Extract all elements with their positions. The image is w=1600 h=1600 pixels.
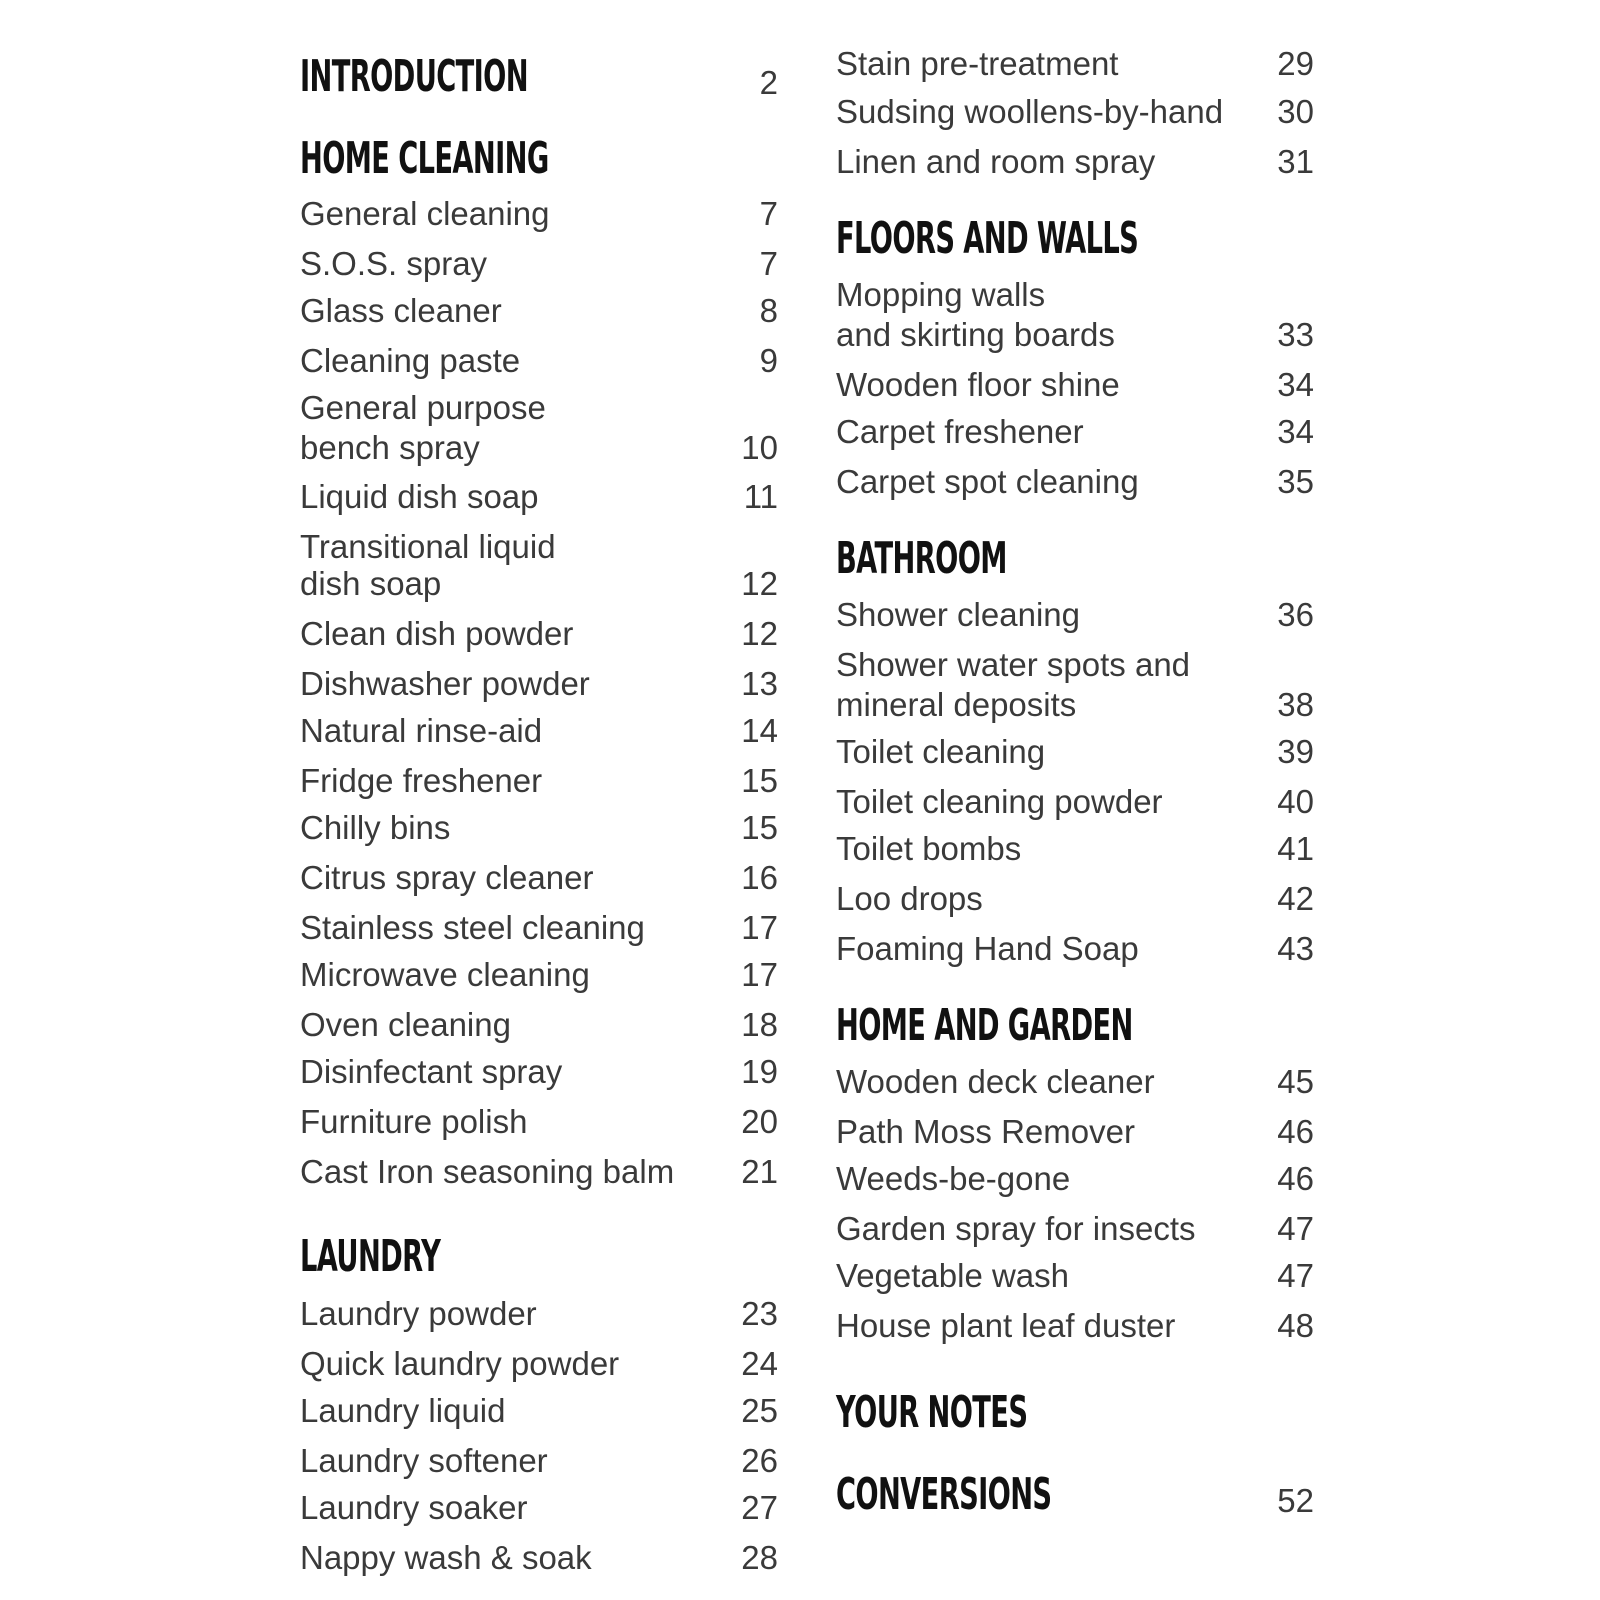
toc-heading-home-and-garden[interactable]: [836, 1001, 1314, 1061]
entry-title: Laundry liquid: [300, 1392, 506, 1429]
page-number: 10: [741, 429, 778, 466]
page-number: 29: [1277, 45, 1314, 82]
toc-entry[interactable]: [300, 764, 778, 814]
toc-entry[interactable]: [300, 344, 778, 394]
page-number: 14: [741, 712, 778, 749]
entry-title: Linen and room spray: [836, 143, 1156, 180]
toc-entry[interactable]: [300, 1297, 778, 1347]
entry-title: Toilet cleaning: [836, 733, 1046, 770]
page-number: 19: [741, 1053, 778, 1090]
page-number: 24: [741, 1345, 778, 1382]
toc-entry[interactable]: [300, 1155, 778, 1205]
toc-entry[interactable]: [300, 247, 778, 297]
page-number: 42: [1277, 880, 1314, 917]
page-number: 7: [759, 195, 778, 232]
page-number: 48: [1277, 1307, 1314, 1344]
toc-entry[interactable]: [836, 145, 1314, 195]
toc-entry[interactable]: [836, 1162, 1314, 1212]
page-number: 20: [741, 1103, 778, 1140]
toc-entry[interactable]: [300, 1541, 778, 1591]
toc-entry[interactable]: [300, 480, 778, 530]
page-number: 30: [1277, 93, 1314, 130]
toc-entry[interactable]: [836, 832, 1314, 882]
entry-title: House plant leaf duster: [836, 1307, 1176, 1344]
toc-entry[interactable]: [300, 811, 778, 861]
toc-entry[interactable]: [836, 1259, 1314, 1309]
toc-entry[interactable]: [300, 391, 778, 481]
toc-entry[interactable]: [836, 1115, 1314, 1165]
entry-title: Toilet bombs: [836, 830, 1022, 867]
section-heading: BATHROOM: [836, 533, 1007, 584]
entry-title: Stainless steel cleaning: [300, 909, 645, 946]
toc-entry[interactable]: [836, 1309, 1314, 1359]
entry-title: Foaming Hand Soap: [836, 930, 1139, 967]
section-heading: FLOORS AND WALLS: [836, 213, 1139, 264]
page-number: 17: [741, 909, 778, 946]
toc-entry[interactable]: [836, 1212, 1314, 1262]
toc-heading-introduction[interactable]: [300, 52, 778, 112]
entry-title: Laundry soaker: [300, 1489, 528, 1526]
toc-entry[interactable]: [836, 598, 1314, 648]
entry-title: Shower cleaning: [836, 596, 1080, 633]
entry-title: Wooden deck cleaner: [836, 1063, 1155, 1100]
section-heading: YOUR NOTES: [836, 1387, 1028, 1438]
page-number: 18: [741, 1006, 778, 1043]
entry-title: Wooden floor shine: [836, 366, 1120, 403]
toc-entry[interactable]: [300, 958, 778, 1008]
entry-title: Liquid dish soap: [300, 478, 539, 515]
entry-title: Laundry powder: [300, 1295, 537, 1332]
entry-title: Oven cleaning: [300, 1006, 511, 1043]
page-number: 7: [759, 245, 778, 282]
toc-heading-floors-and-walls[interactable]: [836, 214, 1314, 274]
toc-heading-bathroom[interactable]: [836, 534, 1314, 594]
entry-title: S.O.S. spray: [300, 245, 488, 282]
page-number: 28: [741, 1539, 778, 1576]
toc-entry[interactable]: [300, 911, 778, 961]
entry-title: Furniture polish: [300, 1103, 528, 1140]
entry-title: Garden spray for insects: [836, 1210, 1196, 1247]
page-number: 46: [1277, 1113, 1314, 1150]
entry-title: Chilly bins: [300, 809, 451, 846]
toc-entry[interactable]: [300, 1394, 778, 1444]
toc-entry[interactable]: [300, 530, 778, 620]
entry-title: Carpet spot cleaning: [836, 463, 1139, 500]
entry-title: Shower water spots and: [836, 646, 1191, 683]
toc-heading-laundry[interactable]: [300, 1232, 778, 1292]
toc-entry[interactable]: [836, 368, 1314, 418]
entry-title: Clean dish powder: [300, 615, 574, 652]
page-number: 15: [741, 762, 778, 799]
entry-title: Natural rinse-aid: [300, 712, 543, 749]
toc-entry[interactable]: [836, 648, 1314, 738]
page-number: 21: [741, 1153, 778, 1190]
page-number: 12: [741, 565, 778, 602]
entry-title: Nappy wash & soak: [300, 1539, 592, 1576]
section-heading: HOME CLEANING: [300, 133, 549, 184]
page-number: 47: [1277, 1210, 1314, 1247]
toc-entry[interactable]: [300, 1491, 778, 1541]
toc-entry[interactable]: [300, 1444, 778, 1494]
page-number: 34: [1277, 366, 1314, 403]
entry-title: Sudsing woollens-by-hand: [836, 93, 1224, 130]
page-number: 25: [741, 1392, 778, 1429]
page-number: 8: [759, 292, 778, 329]
entry-title: Mopping walls: [836, 276, 1046, 313]
entry-title: Microwave cleaning: [300, 956, 590, 993]
entry-title: General cleaning: [300, 195, 550, 232]
toc-heading-your-notes[interactable]: [836, 1388, 1314, 1448]
toc-entry[interactable]: [836, 278, 1314, 368]
page-number: 40: [1277, 783, 1314, 820]
entry-title-line2: mineral deposits: [836, 686, 1077, 723]
page-number: 23: [741, 1295, 778, 1332]
toc-entry[interactable]: [300, 667, 778, 717]
toc-entry[interactable]: [836, 415, 1314, 465]
toc-entry[interactable]: [836, 785, 1314, 835]
toc-entry[interactable]: [300, 617, 778, 667]
page-number: 26: [741, 1442, 778, 1479]
toc-entry[interactable]: [300, 1008, 778, 1058]
page-number: 12: [741, 615, 778, 652]
page-number: 13: [741, 665, 778, 702]
entry-title: General purpose: [300, 389, 546, 426]
entry-title: Fridge freshener: [300, 762, 543, 799]
entry-title: Quick laundry powder: [300, 1345, 620, 1382]
page-number: 2: [759, 64, 778, 101]
entry-title-line2: bench spray: [300, 429, 480, 466]
entry-title-line2: and skirting boards: [836, 316, 1115, 353]
entry-title: Toilet cleaning powder: [836, 783, 1163, 820]
page-number: 46: [1277, 1160, 1314, 1197]
toc-heading-home-cleaning[interactable]: [300, 134, 778, 194]
entry-title: Glass cleaner: [300, 292, 502, 329]
page-number: 17: [741, 956, 778, 993]
toc-entry[interactable]: [836, 735, 1314, 785]
entry-title: Disinfectant spray: [300, 1053, 563, 1090]
page-number: 45: [1277, 1063, 1314, 1100]
toc-entry[interactable]: [836, 465, 1314, 515]
entry-title: Cast Iron seasoning balm: [300, 1153, 675, 1190]
toc-entry[interactable]: [836, 47, 1314, 97]
entry-title: Transitional liquid: [300, 528, 556, 565]
section-heading: INTRODUCTION: [300, 51, 528, 102]
page-number: 33: [1277, 316, 1314, 353]
toc-entry[interactable]: [300, 714, 778, 764]
entry-title: Path Moss Remover: [836, 1113, 1135, 1150]
page-number: 41: [1277, 830, 1314, 867]
page-number: 39: [1277, 733, 1314, 770]
page-number: 15: [741, 809, 778, 846]
toc-entry[interactable]: [836, 932, 1314, 982]
page-number: 11: [743, 478, 778, 515]
entry-title: Carpet freshener: [836, 413, 1084, 450]
entry-title: Citrus spray cleaner: [300, 859, 594, 896]
page-number: 36: [1277, 596, 1314, 633]
toc-entry[interactable]: [300, 1055, 778, 1105]
toc-entry[interactable]: [300, 1347, 778, 1397]
toc-entry[interactable]: [300, 1105, 778, 1155]
entry-title: Stain pre-treatment: [836, 45, 1119, 82]
toc-entry[interactable]: [300, 197, 778, 247]
page-number: 31: [1277, 143, 1314, 180]
toc-entry[interactable]: [300, 294, 778, 344]
entry-title: Cleaning paste: [300, 342, 521, 379]
section-heading: HOME AND GARDEN: [836, 1000, 1133, 1051]
entry-title: Weeds-be-gone: [836, 1160, 1071, 1197]
page-number: 52: [1277, 1482, 1314, 1519]
toc-entry[interactable]: [836, 882, 1314, 932]
page-number: 9: [759, 342, 778, 379]
entry-title-line2: dish soap: [300, 565, 442, 602]
page-number: 34: [1277, 413, 1314, 450]
toc-entry[interactable]: [300, 861, 778, 911]
toc-heading-conversions[interactable]: [836, 1470, 1314, 1530]
page-number: 16: [741, 859, 778, 896]
page-number: 43: [1277, 930, 1314, 967]
entry-title: Laundry softener: [300, 1442, 548, 1479]
section-heading: CONVERSIONS: [836, 1469, 1052, 1520]
page-number: 27: [741, 1489, 778, 1526]
entry-title: Vegetable wash: [836, 1257, 1070, 1294]
toc-entry[interactable]: [836, 95, 1314, 145]
page-number: 47: [1277, 1257, 1314, 1294]
page-number: 35: [1277, 463, 1314, 500]
toc-entry[interactable]: [836, 1065, 1314, 1115]
page-number: 38: [1277, 686, 1314, 723]
entry-title: Loo drops: [836, 880, 983, 917]
section-heading: LAUNDRY: [300, 1231, 441, 1282]
entry-title: Dishwasher powder: [300, 665, 590, 702]
